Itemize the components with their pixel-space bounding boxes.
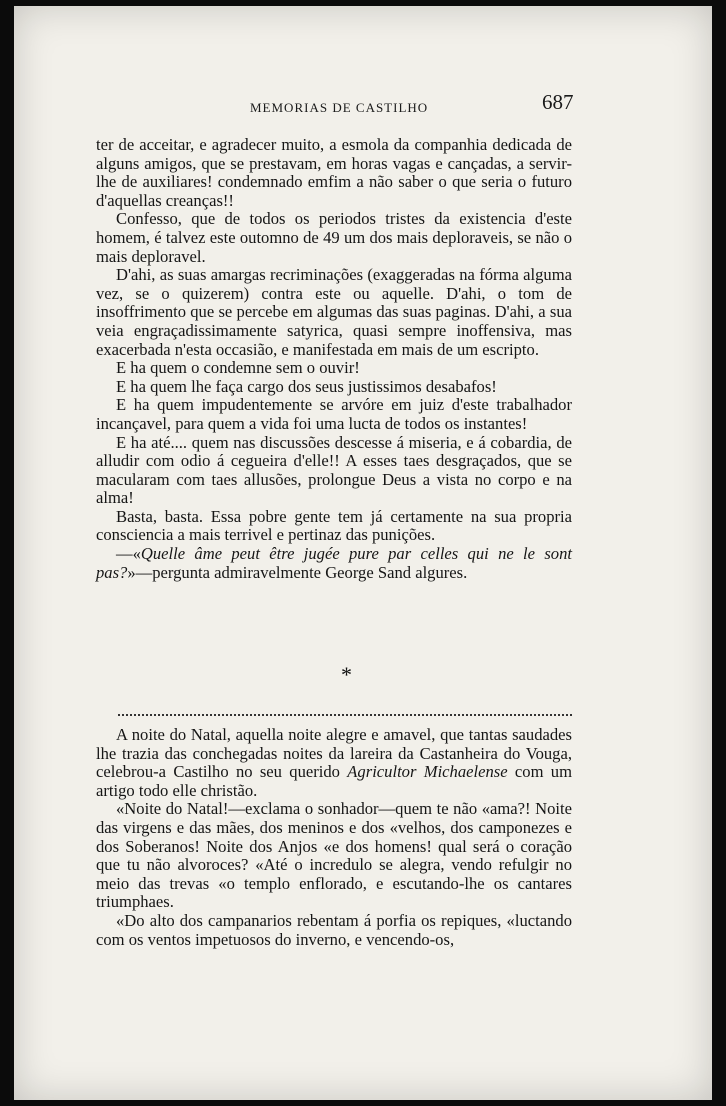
paragraph: D'ahi, as suas amargas recriminações (exaggeradas na fórma alguma vez, se o quizerem) contra este ou aquelle. D'ahi, o tom de insoffrimento que se percebe em algumas das suas paginas. D'ahi, a sua veia engraçadissimamente satyrica, quasi sempre inoffensiva, mas exacerbada n'esta occasião, e manifestada em mais de um escripto. — [96, 265, 572, 359]
paragraph: E ha quem impudentemente se arvóre em juiz d'este trabalhador incançavel, para quem a vida foi uma lucta de todos os instantes! — [96, 395, 572, 433]
section-asterism: * — [341, 662, 352, 687]
page-number: 687 — [542, 90, 574, 114]
paragraph: E ha quem lhe faça cargo dos seus justissimos desabafos! — [116, 376, 497, 396]
running-title: MEMORIAS DE CASTILHO — [250, 100, 429, 115]
quote-attribution: »—pergunta admiravelmente George Sand algures. — [127, 562, 468, 582]
paragraph: «Noite do Natal!—exclama o sonhador—quem te não «ama?! Noite das virgens e das mães, dos meninos e dos «velhos, dos camponezes e dos Soberanos! Noite dos Anjos «e dos homens! qual será o coração que tu não alvoroces? «Até o incredulo se alegra, vendo refulgir no meio das trevas «o templo enflorado, e escutando-lhe os cantares triumphaes. — [96, 799, 572, 912]
text-block-lower — [96, 726, 572, 949]
paragraph: E ha quem o condemne sem o ouvir! — [116, 358, 360, 378]
paragraph: ter de acceitar, e agradecer muito, a esmola da companhia dedicada de alguns amigos, que se prestavam, em horas vagas e cançadas, a servir-lhe de auxiliares! condemnado emfim a não saber o que seria o futuro d'aquellas creanças!! — [96, 135, 572, 210]
paragraph: «Do alto dos campanarios rebentam á porfia os repiques, «luctando com os ventos impetuosos do inverno, e vencendo-os, — [96, 910, 572, 949]
paragraph-text: A noite do Natal, aquella noite alegre e amavel, que tantas saudades lhe trazia das conchegadas noites da lareira da Castanheira do Vouga, celebrou-a Castilho no seu querido — [96, 725, 572, 782]
paragraph-text: com um artigo todo elle christão. — [96, 762, 573, 800]
dotted-rule — [118, 714, 572, 716]
paragraph — [96, 726, 572, 800]
paragraph: Confesso, que de todos os periodos tristes da existencia d'este homem, é talvez este outomno de 49 um dos mais deploraveis, se não o mais deploravel. — [96, 209, 572, 266]
text-block-upper — [96, 136, 572, 582]
quotation-paragraph — [96, 545, 572, 582]
quote-open: —« — [116, 544, 141, 564]
french-quotation: Quelle âme peut être jugée pure par celles qui ne le sont pas? — [96, 544, 572, 582]
paragraph: E ha até.... quem nas discussões descesse á miseria, e á cobardia, de alludir com odio á cegueira d'elle!! A esses taes desgraçados, que se macularam com taes allusões, prolongue Deus a vista no corpo e na alma! — [96, 432, 572, 508]
newspaper-title: Agricultor Michaelense — [347, 762, 508, 782]
book-page — [14, 6, 712, 1100]
paragraph: Basta, basta. Essa pobre gente tem já certamente na sua propria consciencia a mais terrivel e pertinaz das punições. — [96, 506, 572, 545]
